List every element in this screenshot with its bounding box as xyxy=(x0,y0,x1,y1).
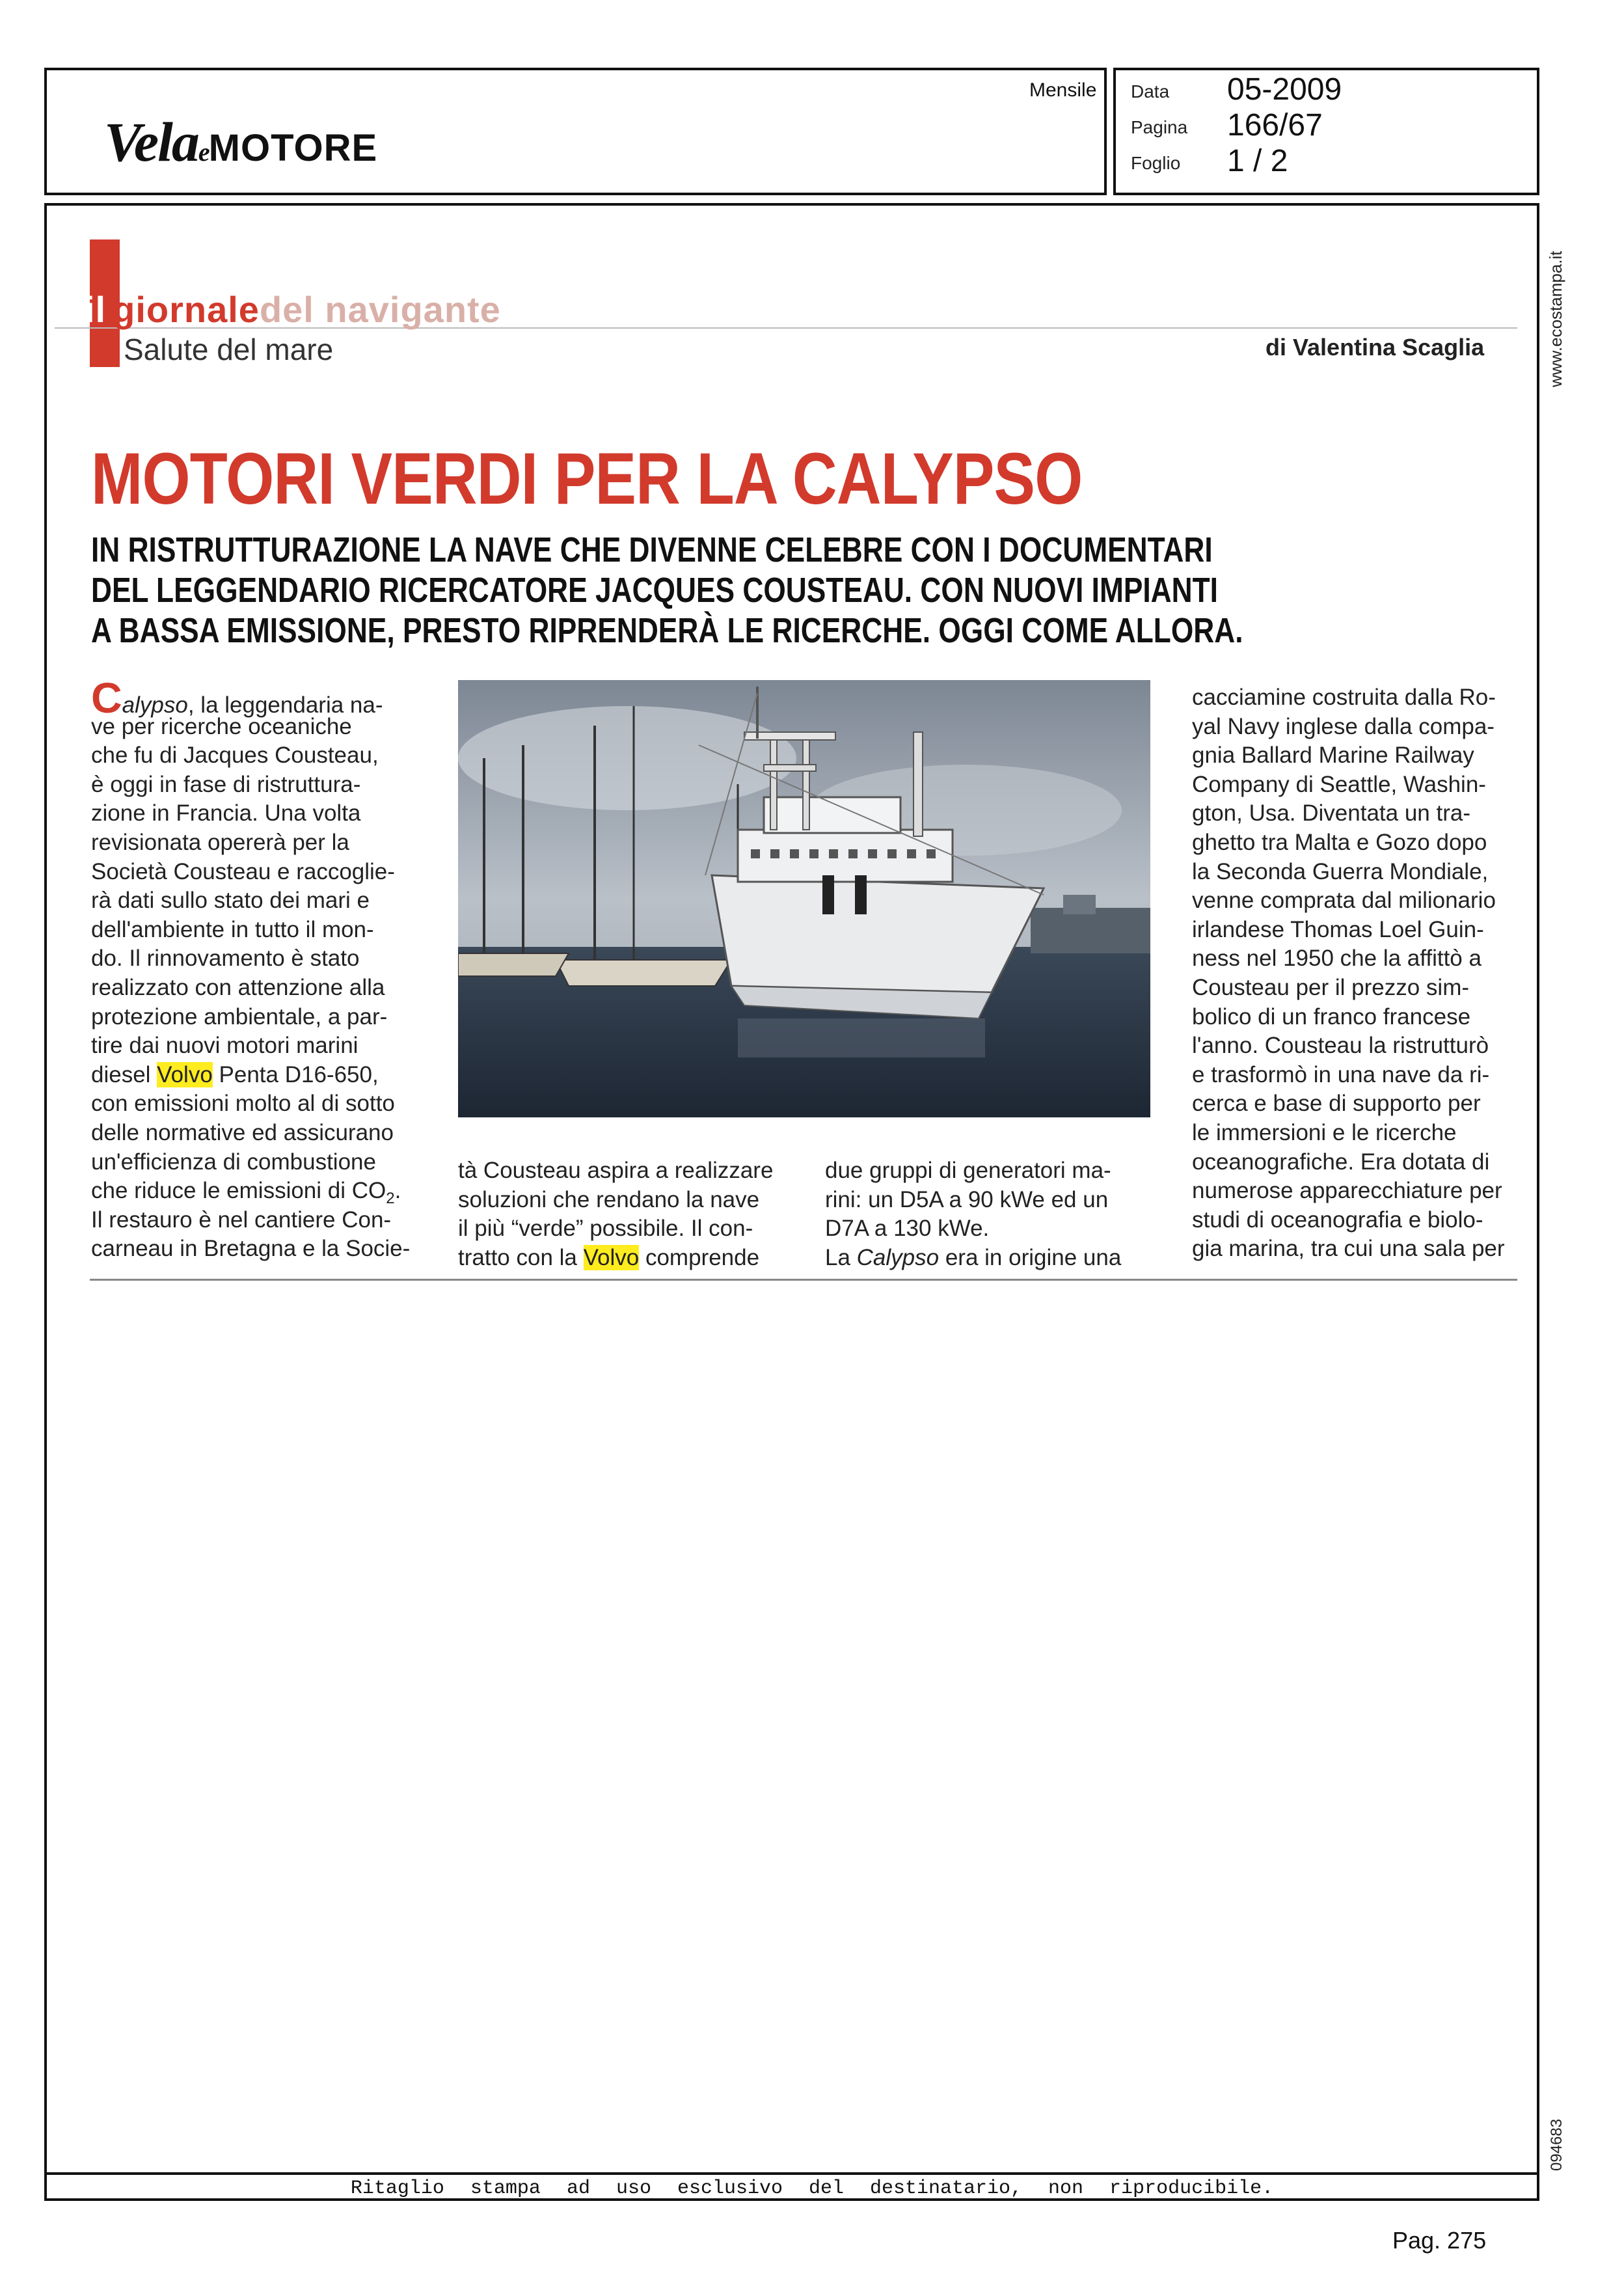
text-line: tire dai nuovi motori marini xyxy=(91,1033,359,1059)
text-line: due gruppi di generatori ma- xyxy=(825,1158,1111,1183)
meta-label-data: Data xyxy=(1131,81,1170,102)
text-line: carneau in Bretagna e la Socie- xyxy=(91,1236,411,1262)
text-line: soluzioni che rendano la nave xyxy=(458,1186,760,1212)
side-url xyxy=(1542,215,1568,390)
text-line: numerose apparecchiature per xyxy=(1192,1178,1502,1204)
text-line: La Calypso era in origine una xyxy=(825,1244,1122,1270)
text-line: il più “verde” possibile. Il con- xyxy=(458,1216,753,1242)
text-line: venne comprata dal milionario xyxy=(1192,888,1496,914)
text-line: zione in Francia. Una volta xyxy=(91,800,361,826)
text-line: diesel Volvo Penta D16-650, xyxy=(91,1061,379,1087)
side-url-text: www.ecostampa.it xyxy=(1546,251,1565,387)
text-line: che fu di Jacques Cousteau, xyxy=(91,743,379,769)
text-line: tratto con la Volvo comprende xyxy=(458,1244,760,1270)
text-line: irlandese Thomas Loel Guin- xyxy=(1192,916,1484,942)
text-line: la Seconda Guerra Mondiale, xyxy=(1192,858,1489,884)
text-line: delle normative ed assicurano xyxy=(91,1120,394,1145)
text-line: revisionata opererà per la xyxy=(91,830,349,855)
text-line: ve per ricerche oceaniche xyxy=(91,713,352,739)
text-line: cerca e base di supporto per xyxy=(1192,1091,1481,1117)
article-end-rule xyxy=(90,1279,1517,1281)
footer-notice: Ritaglio stampa ad uso esclusivo del destinatario, non riproducibile. xyxy=(350,2177,1274,2200)
text-line: protezione ambientale, a par- xyxy=(91,1003,388,1030)
drop-cap: C xyxy=(91,674,122,722)
text-line: gnia Ballard Marine Railway xyxy=(1192,743,1474,769)
italic-title: Calypso xyxy=(856,1244,940,1270)
text-line: le immersioni e le ricerche xyxy=(1192,1120,1457,1145)
frequency-label: Mensile xyxy=(1029,79,1097,101)
byline: di Valentina Scaglia xyxy=(1265,334,1485,361)
text-line: do. Il rinnovamento è stato xyxy=(91,946,360,972)
text-line: un'efficienza di combustione xyxy=(91,1149,376,1175)
text-line: l'anno. Cousteau la ristrutturò xyxy=(1192,1033,1489,1059)
text-line: rà dati sullo stato dei mari e xyxy=(91,888,370,914)
highlighted-term: Volvo xyxy=(157,1061,213,1087)
highlighted-term: Volvo xyxy=(583,1244,640,1270)
text-line: tà Cousteau aspira a realizzare xyxy=(458,1158,774,1183)
text-line: Company di Seattle, Washin- xyxy=(1192,771,1486,797)
text-line: Calypso, la leggendaria na- xyxy=(91,674,383,722)
italic-title: alypso xyxy=(122,692,188,718)
page-number: Pag. 275 xyxy=(1392,2227,1487,2254)
text-line: yal Navy inglese dalla compa- xyxy=(1192,713,1495,739)
meta-label-foglio: Foglio xyxy=(1131,153,1181,173)
publication-logo: VelaeMOTORE xyxy=(104,111,378,173)
text-line: gia marina, tra cui una sala per xyxy=(1192,1236,1505,1262)
deck-line: DEL LEGGENDARIO RICERCATORE JACQUES COUSTEAU. CON NUOVI IMPIANTI xyxy=(91,571,1218,610)
text-line: ness nel 1950 che la affittò a xyxy=(1192,946,1482,972)
text-line: che riduce le emissioni di $CO_2$. xyxy=(91,1178,401,1208)
text-line: Cousteau per il prezzo sim- xyxy=(1192,975,1469,1000)
text-line: bolico di un franco francese xyxy=(1192,1003,1471,1030)
meta-label-pagina: Pagina xyxy=(1131,117,1188,137)
meta-value-data: 05-2009 xyxy=(1227,72,1342,107)
text-line: dell'ambiente in tutto il mon- xyxy=(91,916,374,942)
text-line: realizzato con attenzione alla xyxy=(91,975,385,1000)
side-code xyxy=(1542,2108,1568,2174)
side-code-text: 094683 xyxy=(1548,2118,1565,2171)
deck-line: IN RISTRUTTURAZIONE LA NAVE CHE DIVENNE CELEBRE CON I DOCUMENTARI xyxy=(91,530,1213,569)
text-line: D7A a 130 kWe. xyxy=(825,1216,990,1242)
text-line: Società Cousteau e raccoglie- xyxy=(91,858,395,884)
footer-rule xyxy=(44,2172,1539,2175)
headline: MOTORI VERDI PER LA CALYPSO xyxy=(91,438,1083,519)
section-title: il giornaledel navigante xyxy=(85,289,501,330)
text-line: è oggi in fase di ristruttura- xyxy=(91,771,361,797)
text-line: Il restauro è nel cantiere Con- xyxy=(91,1207,392,1233)
text-line: studi di oceanografia e biolo- xyxy=(1192,1207,1483,1233)
text-line: cacciamine costruita dalla Ro- xyxy=(1192,685,1496,710)
text-line: rini: un D5A a 90 kWe ed un xyxy=(825,1186,1109,1212)
deck-line: A BASSA EMISSIONE, PRESTO RIPRENDERÀ LE RICERCHE. OGGI COME ALLORA. xyxy=(91,611,1243,650)
text-line: con emissioni molto al di sotto xyxy=(91,1091,395,1117)
meta-value-foglio: 1 / 2 xyxy=(1227,144,1288,178)
text-line: oceanografiche. Era dotata di xyxy=(1192,1149,1490,1175)
calypso-ship-photo xyxy=(458,680,1150,1117)
section-subtitle: Salute del mare xyxy=(124,333,334,366)
text-line: gton, Usa. Diventata un tra- xyxy=(1192,800,1470,826)
text-line: ghetto tra Malta e Gozo dopo xyxy=(1192,830,1487,855)
text-line: e trasformò in una nave da ri- xyxy=(1192,1061,1490,1087)
meta-value-pagina: 166/67 xyxy=(1227,108,1323,143)
